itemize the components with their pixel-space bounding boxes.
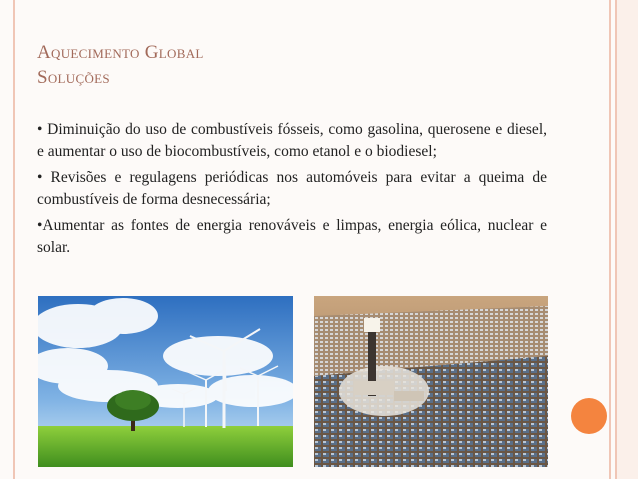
solar-field-photo (314, 296, 548, 467)
accent-circle (571, 398, 607, 434)
wind-farm-photo (38, 296, 293, 467)
slide-body (37, 119, 547, 263)
bullet-paragraph: • Revisões e regulagens periódicas nos automóveis para evitar a queima de combustíveis de forma desnecessária; (37, 169, 547, 208)
right-border-line (609, 0, 611, 479)
title-line-1: Aquecimento Global (37, 42, 204, 63)
title-line-2: Soluções (37, 67, 110, 88)
right-margin-band (617, 0, 638, 479)
left-border-line (13, 0, 15, 479)
bullet-paragraph: •Aumentar as fontes de energia renováveis e limpas, energia eólica, nuclear e solar. (37, 217, 547, 256)
slide-title (37, 40, 557, 90)
bullet-paragraph: • Diminuição do uso de combustíveis fósseis, como gasolina, querosene e diesel, e aumentar o uso de biocombustíveis, como etanol e o biodiesel; (37, 121, 547, 160)
